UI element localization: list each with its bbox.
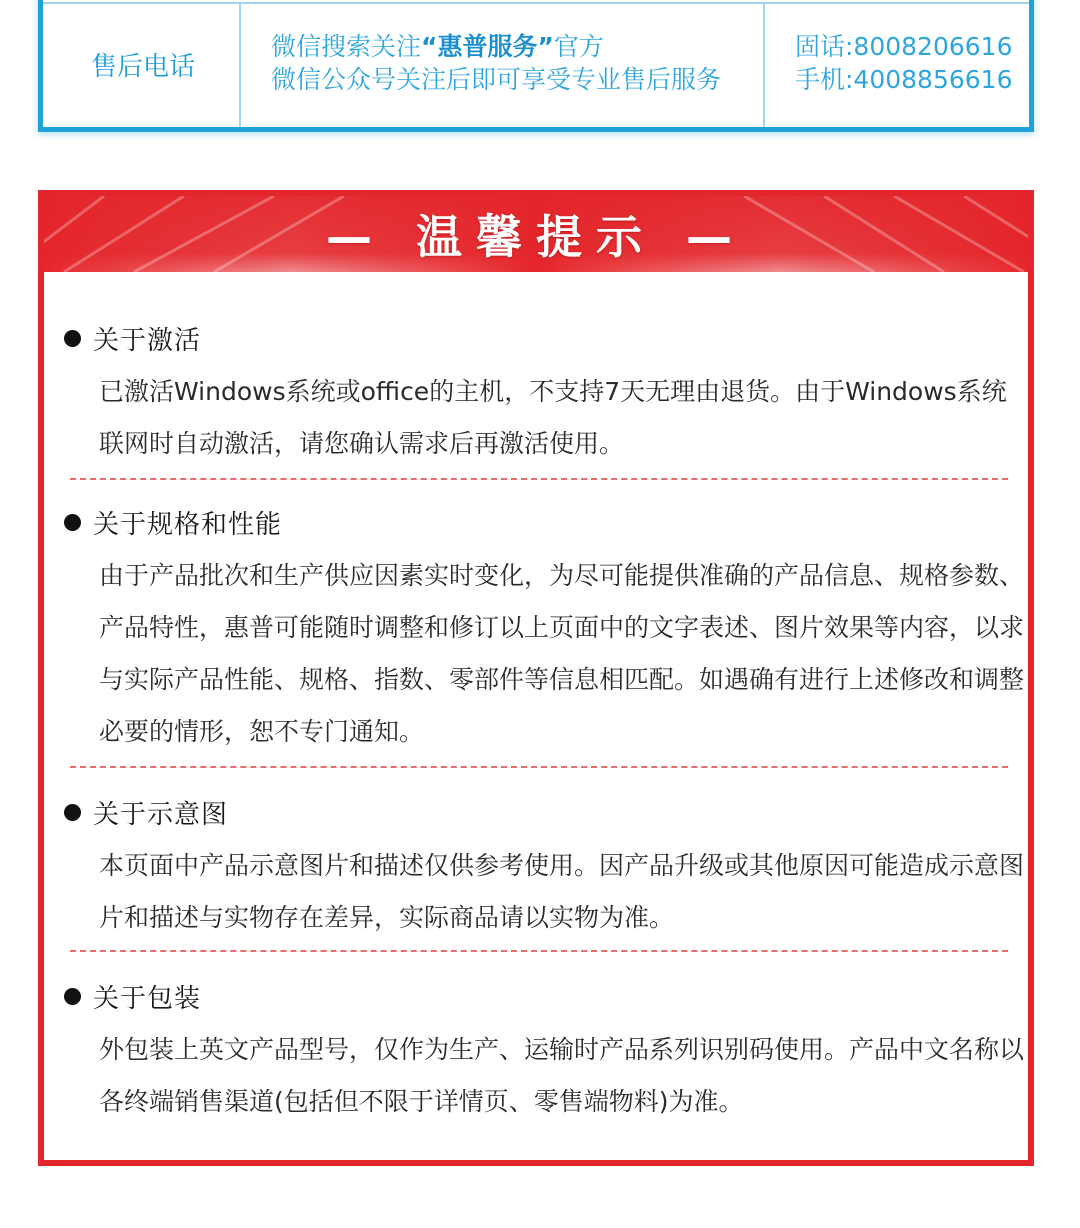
service-phones — [795, 30, 1012, 96]
tip-section-title: 关于规格和性能 — [93, 509, 283, 540]
tip-section-activation — [64, 318, 1024, 470]
warm-tips-title: — 温馨提示 — — [325, 210, 747, 264]
tip-section-body: 外包装上英文产品型号，仅作为生产、运输时产品系列识别码使用。产品中文名称以各终端销售渠道(包括但不限于详情页、零售端物料)为准。 — [99, 1035, 1025, 1116]
tip-section-packaging — [64, 976, 1024, 1128]
tip-section-specs — [64, 502, 1024, 758]
tip-section-body: 本页面中产品示意图片和描述仅供参考使用。因产品升级或其他原因可能造成示意图片和描述与实物存在差异，实际商品请以实物为准。 — [99, 851, 1025, 932]
dashed-divider — [70, 950, 1008, 952]
tip-section-header — [64, 792, 1024, 832]
bullet-icon — [64, 804, 81, 821]
tip-section-body: 由于产品批次和生产供应因素实时变化，为尽可能提供准确的产品信息、规格参数、产品特性，惠普可能随时调整和修订以上页面中的文字表述、图片效果等内容，以求与实际产品性能、规格、指数、零部件等信息相匹配。如遇确有进行上述修改和调整必要的情形，恕不专门通知。 — [99, 561, 1025, 746]
tip-section-header — [64, 502, 1024, 542]
tip-section-body: 已激活Windows系统或office的主机，不支持7天无理由退货。由于Windows系统联网时自动激活，请您确认需求后再激活使用。 — [99, 377, 1007, 458]
tip-section-header — [64, 976, 1024, 1016]
tip-section-title: 关于激活 — [93, 325, 202, 356]
wechat-account-name: “惠普服务” — [421, 32, 554, 61]
service-label: 售后电话 — [90, 52, 195, 82]
after-sales-service-table — [38, 0, 1034, 132]
service-description — [271, 30, 721, 96]
bullet-icon — [64, 514, 81, 531]
table-column-divider — [763, 2, 765, 127]
wechat-search-text: 微信搜索关注 — [271, 32, 422, 61]
tip-section-header — [64, 318, 1024, 358]
service-description-line1 — [271, 30, 721, 63]
landline-number: 固话:8008206616 — [795, 32, 1013, 61]
official-text: 官方 — [553, 32, 604, 61]
mobile-number: 手机:4008856616 — [795, 65, 1013, 94]
bullet-icon — [64, 330, 81, 347]
service-description-line2: 微信公众号关注后即可享受专业售后服务 — [271, 65, 722, 94]
warm-tips-card — [38, 190, 1034, 1166]
bullet-icon — [64, 988, 81, 1005]
warm-tips-header — [44, 196, 1028, 272]
tip-section-title: 关于包装 — [93, 983, 202, 1014]
tip-section-title: 关于示意图 — [93, 799, 229, 830]
dashed-divider — [70, 478, 1008, 480]
tip-section-illustration — [64, 792, 1024, 944]
dashed-divider — [70, 766, 1008, 768]
